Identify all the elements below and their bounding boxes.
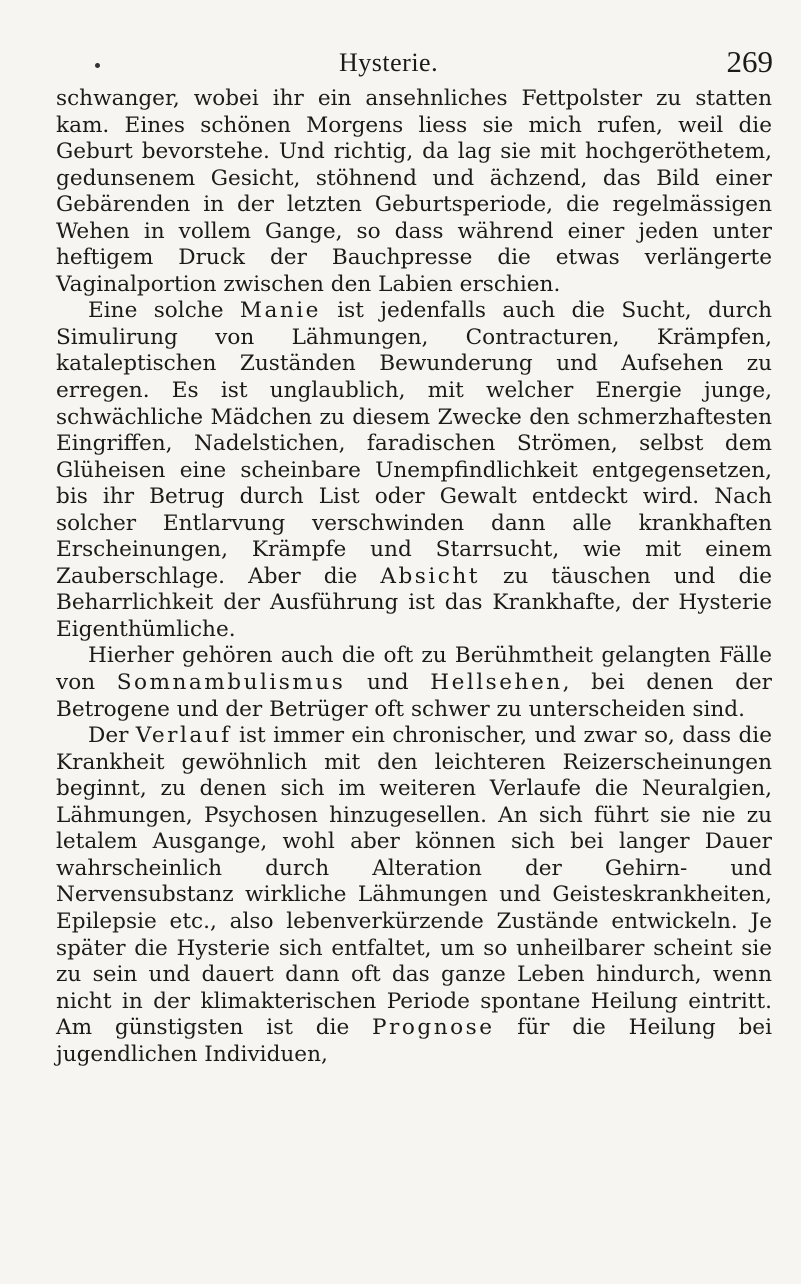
paragraph bbox=[56, 298, 772, 643]
paragraph bbox=[56, 86, 772, 298]
spaced-emphasis: Absicht bbox=[380, 563, 480, 589]
body-text bbox=[56, 86, 772, 1068]
page-number: 269 bbox=[726, 44, 773, 79]
text-run: Der bbox=[88, 723, 136, 749]
spaced-emphasis: Prognose bbox=[372, 1015, 495, 1041]
spaced-emphasis: Manie bbox=[239, 298, 321, 324]
page-header bbox=[60, 40, 773, 80]
text-run: für die Heilung bei jugendlichen Individuen, bbox=[56, 1015, 772, 1067]
paragraph bbox=[56, 723, 772, 1068]
spaced-emphasis: Verlauf bbox=[135, 723, 232, 749]
text-run: ist immer ein chronischer, und zwar so, dass die Krankheit gewöhnlich mit den leichteren Reizerscheinungen beginnt, zu denen sich im weiteren Verlaufe die Neuralgien, Lähmungen, Psychosen hinzugesellen. An sich führt sie nie zu letalem Ausgange, wohl aber können sich bei langer Dauer wahrscheinlich durch Alteration der Gehirn- und Nervensubstanz wirkliche Lähmungen und Geisteskrankheiten, Epilepsie etc., also lebenverkürzende Zustände entwickeln. Je später die Hysterie sich entfaltet, um so unheilbarer scheint sie zu sein und dauert dann oft das ganze Leben hindurch, wenn nicht in der klimakterischen Periode spontane Heilung eintritt. Am günstigsten ist die bbox=[56, 723, 772, 1041]
spaced-emphasis: Somnambulismus bbox=[116, 670, 346, 696]
text-run: Hierher gehören auch die oft zu Berühmtheit gelangten Fälle von bbox=[56, 643, 772, 696]
text-run: ist jedenfalls auch die Sucht, durch Simulirung von Lähmungen, Contracturen, Krämpfen, kataleptischen Zuständen Bewunderung und Aufsehen zu erregen. Es ist unglaublich, mit welcher Energie junge, schwächliche Mädchen zu diesem Zwecke den schmerzhaftesten Eingriffen, Nadelstichen, faradischen Strömen, selbst dem Glüheisen eine scheinbare Unempfindlichkeit entgegensetzen, bis ihr Betrug durch List oder Gewalt entdeckt wird. Nach solcher Entlarvung verschwinden dann alle krankhaften Erscheinungen, Krämpfe und Starrsucht, wie mit einem Zauberschlage. Aber die bbox=[56, 298, 772, 589]
running-title: Hysterie. bbox=[339, 48, 439, 77]
text-run: schwanger, wobei ihr ein ansehnliches Fettpolster zu statten kam. Eines schönen Morgens liess sie mich rufen, weil die Geburt bevorstehe. Und richtig, da lag sie mit hochgeröthetem, gedunsenem Gesicht, stöhnend und ächzend, das Bild einer Gebärenden in der letzten Geburtsperiode, die regelmässigen Wehen in vollem Gange, so dass während einer jeden unter heftigem Druck der Bauchpresse die etwas verlängerte Vaginalportion zwischen den Labien erschien. bbox=[56, 86, 772, 297]
text-run: Eine solche bbox=[88, 298, 240, 324]
text-run: und bbox=[345, 670, 431, 696]
spaced-emphasis: Hellsehen bbox=[430, 670, 563, 696]
text-run: zu täuschen und die Beharrlichkeit der Ausführung ist das Krankhafte, der Hysterie Eigenthümliche. bbox=[56, 563, 772, 642]
text-run: , bei denen der Betrogene und der Betrüger oft schwer zu unterscheiden sind. bbox=[56, 670, 772, 722]
paragraph bbox=[56, 643, 772, 723]
